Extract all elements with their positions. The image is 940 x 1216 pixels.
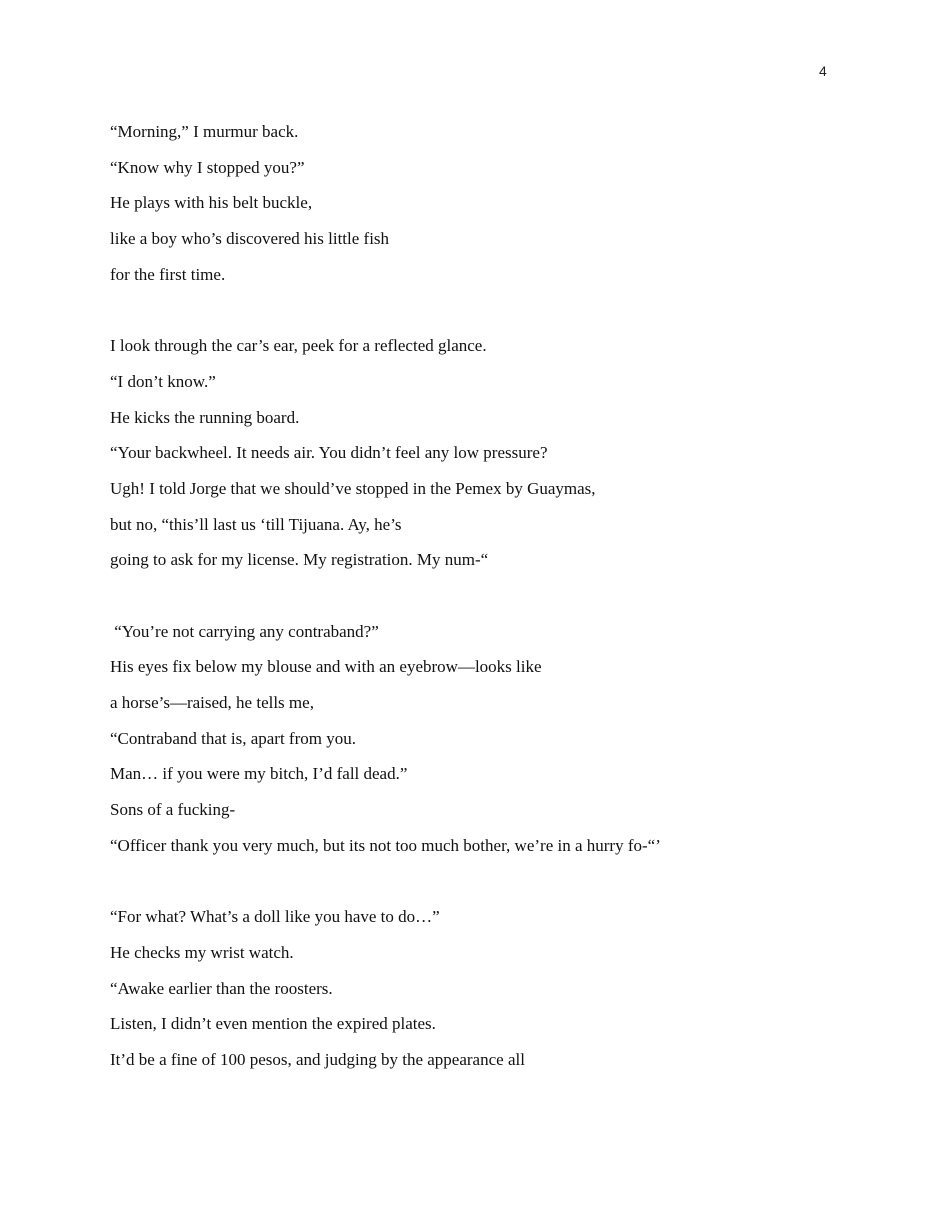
stanza-break (110, 863, 870, 899)
stanza (110, 614, 870, 864)
poem-line: “For what? What’s a doll like you have to do…” (110, 907, 440, 927)
poem-line: He kicks the running board. (110, 407, 300, 427)
poem-line: like a boy who’s discovered his little fish (110, 229, 390, 249)
poem-line: “Awake earlier than the roosters. (110, 978, 333, 998)
poem-line: Sons of a fucking- (110, 800, 236, 820)
poem-line: It’d be a fine of 100 pesos, and judging by the appearance all (110, 1049, 525, 1069)
poem-line: “Officer thank you very much, but its not too much bother, we’re in a hurry fo-“’ (110, 835, 661, 855)
poem-line: but no, “this’ll last us ‘till Tijuana. Ay, he’s (110, 514, 402, 534)
poem-line: His eyes fix below my blouse and with an eyebrow—looks like (110, 657, 542, 677)
stanza-break (110, 292, 870, 328)
poem-line: “Know why I stopped you?” (110, 157, 305, 177)
poem-line: for the first time. (110, 264, 226, 284)
page-number: 4 (819, 63, 827, 79)
poem-body (110, 114, 870, 1078)
poem-line: He plays with his belt buckle, (110, 193, 313, 213)
poem-line: going to ask for my license. My registration. My num-“ (110, 550, 489, 570)
poem-line: “Morning,” I murmur back. (110, 122, 299, 141)
stanza (110, 328, 870, 578)
poem-line: “Contraband that is, apart from you. (110, 728, 356, 748)
poem-line: “Your backwheel. It needs air. You didn’t feel any low pressure? (110, 443, 548, 463)
poem-line: “I don’t know.” (110, 371, 216, 391)
poem-line: “You’re not carrying any contraband?” (110, 621, 379, 641)
poem-line: Ugh! I told Jorge that we should’ve stopped in the Pemex by Guaymas, (110, 478, 596, 498)
poem-line: Listen, I didn’t even mention the expired plates. (110, 1014, 436, 1034)
stanza (110, 899, 870, 1077)
stanza (110, 114, 870, 292)
poem-line: Man… if you were my bitch, I’d fall dead.” (110, 764, 408, 784)
poem-line: a horse’s—raised, he tells me, (110, 693, 314, 712)
stanza-break (110, 578, 870, 614)
poem-line: I look through the car’s ear, peek for a reflected glance. (110, 336, 487, 356)
poem-line: He checks my wrist watch. (110, 942, 294, 962)
